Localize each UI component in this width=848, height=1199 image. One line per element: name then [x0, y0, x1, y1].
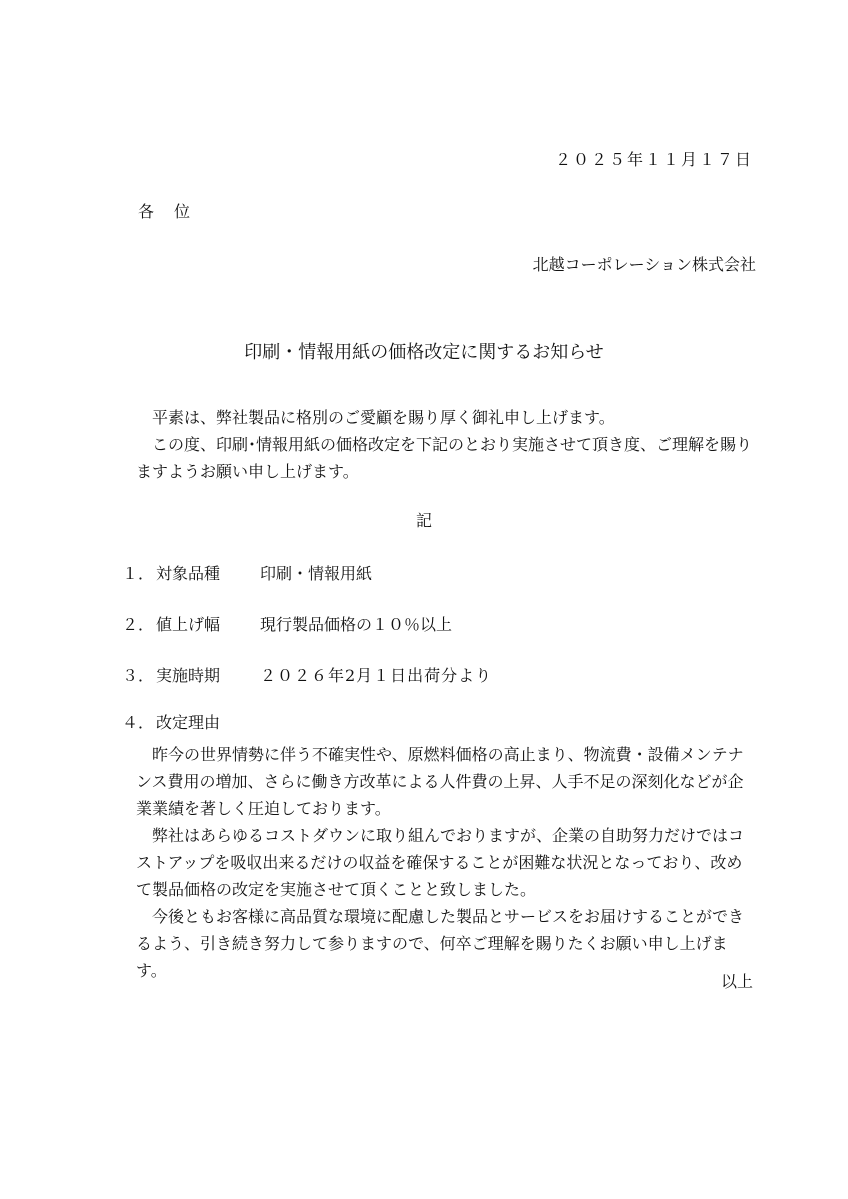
item-target-products	[122, 566, 372, 582]
item-value: ２０２６年2月１日出荷分より	[260, 666, 493, 685]
greeting-paragraph: この度、印刷･情報用紙の価格改定を下記のとおり実施させて頂き度、ご理解を賜りますようお願い申し上げます。	[136, 435, 753, 481]
item-label: 値上げ幅	[156, 615, 221, 634]
reason-paragraph: 今後ともお客様に高品質な環境に配慮した製品とサービスをお届けすることができるよう、引き続き努力して参りますので、何卒ご理解を賜りたくお願い申し上げます。	[136, 907, 745, 980]
item-label: 対象品種	[156, 564, 221, 583]
sender-company: 北越コーポレーション株式会社	[532, 255, 756, 274]
notice-title: 印刷・情報用紙の価格改定に関するお知らせ	[244, 342, 604, 363]
reason-paragraph: 弊社はあらゆるコストダウンに取り組んでおりますが、企業の自助努力だけではコストアップを吸収出来るだけの収益を確保することが困難な状況となっており、改めて製品価格の改定を実施させて頂くことと致しました。	[136, 826, 745, 899]
item-label: 実施時期	[156, 666, 221, 685]
greeting-paragraph: 平素は、弊社製品に格別のご愛顧を賜り厚く御礼申し上げます。	[152, 408, 615, 427]
reason-section	[136, 741, 756, 984]
ki-heading: 記	[415, 511, 432, 530]
addressee: 各 位	[138, 202, 193, 221]
item-number: ２．	[122, 615, 155, 634]
item-number: ３．	[122, 666, 155, 685]
item-label: 改定理由	[156, 713, 221, 732]
item-value: 現行製品価格の１０％以上	[260, 615, 453, 634]
reason-paragraph: 昨今の世界情勢に伴う不確実性や、原燃料価格の高止まり、物流費・設備メンテナンス費用の増加、さらに働き方改革による人件費の上昇、人手不足の深刻化などが企業業績を著しく圧迫しております。	[136, 745, 744, 818]
item-number: ４．	[122, 713, 155, 732]
item-increase-rate	[122, 617, 452, 633]
document-date: ２０２５年１１月１７日	[554, 150, 753, 169]
greeting-section	[136, 404, 756, 485]
item-value: 印刷・情報用紙	[260, 564, 373, 583]
closing-mark: 以上	[720, 972, 753, 991]
item-effective-date	[122, 668, 492, 684]
item-number: １．	[122, 564, 155, 583]
item-reason	[122, 715, 260, 731]
